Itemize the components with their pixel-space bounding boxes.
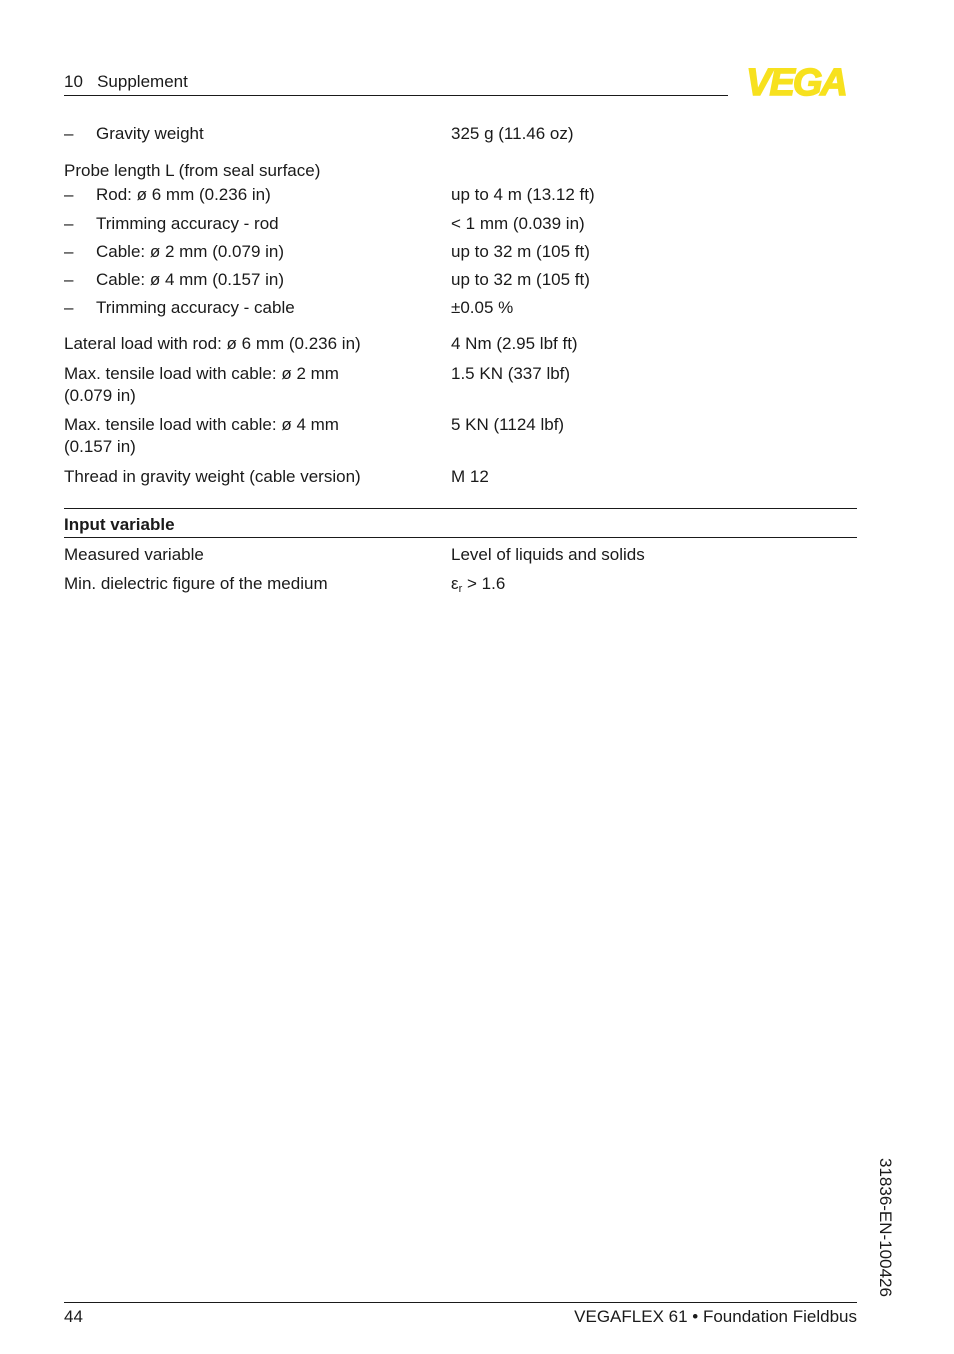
probe-length-heading: Probe length L (from seal surface) — [64, 161, 321, 180]
section-title: Supplement — [97, 72, 188, 91]
section-rule-bottom — [64, 537, 857, 538]
spec-label-tensile-2mm: Max. tensile load with cable: ø 2 mm — [64, 364, 339, 383]
spec-label-tensile-2mm-cont: (0.079 in) — [64, 386, 136, 405]
document-id-vertical — [873, 1158, 897, 1304]
page-number: 44 — [64, 1307, 83, 1326]
section-title-input-variable: Input variable — [64, 515, 175, 534]
spec-label-dielectric: Min. dielectric figure of the medium — [64, 574, 328, 593]
spec-label-tensile-4mm: Max. tensile load with cable: ø 4 mm — [64, 415, 339, 434]
spec-value-gravity-weight: 325 g (11.46 oz) — [451, 124, 574, 143]
spec-value-tensile-2mm: 1.5 KN (337 lbf) — [451, 364, 571, 383]
spec-label-measured-variable: Measured variable — [64, 545, 204, 564]
epsilon-symbol: ε — [451, 574, 459, 593]
spec-value: up to 4 m (13.12 ft) — [451, 185, 595, 204]
spec-value: up to 32 m (105 ft) — [451, 242, 590, 261]
spec-value-tensile-4mm: 5 KN (1124 lbf) — [451, 415, 565, 434]
spec-label-gravity-weight: Gravity weight — [96, 124, 204, 143]
document-id: 31836-EN-100426 — [876, 1158, 895, 1297]
spec-label-lateral-load: Lateral load with rod: ø 6 mm (0.236 in) — [64, 334, 361, 353]
dash-bullet: – — [64, 185, 74, 204]
dash-bullet: – — [64, 124, 74, 143]
dash-bullet: – — [64, 298, 74, 317]
spec-label: Cable: ø 4 mm (0.157 in) — [96, 270, 285, 289]
spec-value-thread: M 12 — [451, 467, 489, 486]
section-number: 10 — [64, 72, 83, 91]
epsilon-subscript: r — [458, 583, 463, 595]
vega-logo-text: VEGA — [746, 64, 846, 98]
spec-label-tensile-4mm-cont: (0.157 in) — [64, 437, 136, 456]
spec-value: < 1 mm (0.039 in) — [451, 214, 585, 233]
header-rule — [64, 95, 728, 96]
section-rule-top — [64, 508, 857, 509]
spec-value: ±0.05 % — [451, 298, 514, 317]
footer-rule — [64, 1302, 857, 1303]
dielectric-value: > 1.6 — [462, 574, 506, 593]
spec-value: up to 32 m (105 ft) — [451, 270, 590, 289]
spec-value-lateral-load: 4 Nm (2.95 lbf ft) — [451, 334, 578, 353]
spec-label: Trimming accuracy - rod — [96, 214, 279, 233]
spec-label: Cable: ø 2 mm (0.079 in) — [96, 242, 285, 261]
vega-logo — [734, 64, 858, 98]
spec-value-measured-variable: Level of liquids and solids — [451, 545, 645, 564]
spec-label: Trimming accuracy - cable — [96, 298, 295, 317]
footer-product: VEGAFLEX 61 • Foundation Fieldbus — [574, 1307, 857, 1326]
spec-label-thread: Thread in gravity weight (cable version) — [64, 467, 361, 486]
dash-bullet: – — [64, 270, 74, 289]
running-header — [64, 72, 188, 92]
dash-bullet: – — [64, 242, 74, 261]
dash-bullet: – — [64, 214, 74, 233]
spec-value-dielectric — [451, 574, 505, 594]
spec-label: Rod: ø 6 mm (0.236 in) — [96, 185, 271, 204]
